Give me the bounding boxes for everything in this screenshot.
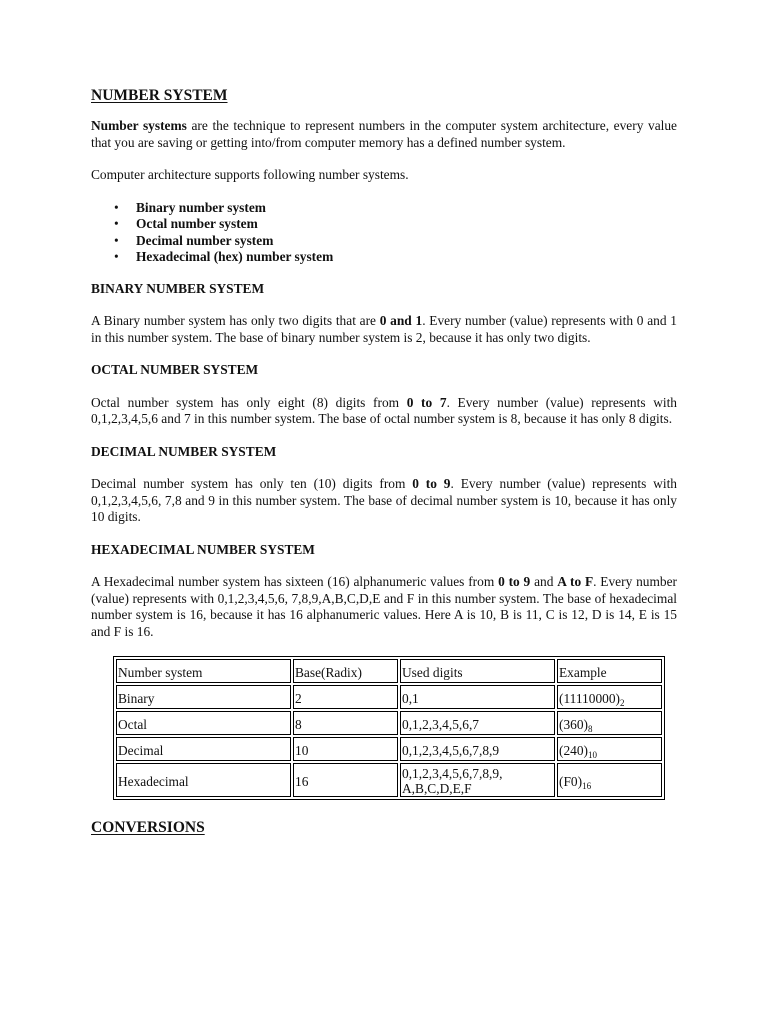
example-value: (F0) bbox=[559, 773, 583, 789]
cell-system: Decimal bbox=[116, 737, 291, 761]
example-base-subscript: 10 bbox=[588, 749, 598, 760]
cell-base: 10 bbox=[293, 737, 398, 761]
cell-example bbox=[557, 737, 662, 761]
binary-paragraph bbox=[91, 313, 677, 346]
octal-digits: 0 to 7 bbox=[406, 394, 447, 410]
octal-heading: OCTAL NUMBER SYSTEM bbox=[91, 362, 259, 377]
example-value: (240) bbox=[559, 742, 589, 758]
list-item bbox=[114, 232, 677, 250]
list-item-label: Decimal number system bbox=[136, 232, 274, 248]
bullet-icon: • bbox=[114, 232, 119, 248]
table-row bbox=[116, 685, 662, 709]
column-header-base: Base(Radix) bbox=[293, 659, 398, 683]
intro-paragraph bbox=[91, 118, 677, 151]
binary-text-end: . Every number (value) represents with 0 and 1 in this number system. The base of binary number system is 2, because it has only two digits. bbox=[91, 313, 677, 345]
column-header-example: Example bbox=[557, 659, 662, 683]
table-row bbox=[116, 737, 662, 761]
decimal-paragraph bbox=[91, 476, 677, 526]
hex-text-end: . Every number (value) represents with 0,1,2,3,4,5,6, 7,8,9,A,B,C,D,E and F in this number system. The base of hexadecimal number system is 16, because it has 16 alphanumeric values. Here A is 10, B is 11, C is 12, D is 14, E is 15 and F is 16. bbox=[91, 574, 678, 639]
binary-text-start: A Binary number system has only two digits that are bbox=[91, 313, 380, 328]
document-page bbox=[91, 86, 677, 838]
list-item-label: Octal number system bbox=[136, 216, 258, 231]
cell-system: Binary bbox=[116, 685, 291, 709]
list-item bbox=[114, 249, 677, 266]
hex-digits-numeric: 0 to 9 bbox=[498, 574, 531, 589]
octal-text-end: . Every number (value) represents with 0,1,2,3,4,5,6 and 7 in this number system. The base of octal number system is 8, because it has only 8 digits. bbox=[91, 394, 677, 426]
cell-digits: 0,1 bbox=[400, 685, 555, 709]
intro-term: Number systems bbox=[91, 118, 187, 133]
decimal-digits: 0 to 9 bbox=[412, 476, 451, 491]
table-row bbox=[116, 763, 662, 797]
example-base-subscript: 2 bbox=[620, 697, 625, 708]
hexadecimal-heading: HEXADECIMAL NUMBER SYSTEM bbox=[91, 541, 315, 557]
decimal-text-end: . Every number (value) represents with 0,1,2,3,4,5,6, 7,8 and 9 in this number system. The base of decimal number system is 10, because it has only 10 digits. bbox=[91, 476, 677, 524]
octal-paragraph bbox=[91, 395, 677, 428]
column-header-system: Number system bbox=[116, 659, 291, 683]
cell-digits: 0,1,2,3,4,5,6,7,8,9, A,B,C,D,E,F bbox=[400, 763, 555, 797]
number-systems-list bbox=[91, 200, 677, 266]
bullet-icon: • bbox=[114, 199, 119, 215]
hex-text-mid: and bbox=[530, 574, 558, 589]
number-system-table bbox=[113, 656, 665, 800]
hex-text-start: A Hexadecimal number system has sixteen (16) alphanumeric values from bbox=[91, 574, 499, 589]
cell-base: 2 bbox=[293, 685, 398, 709]
example-value: (11110000) bbox=[559, 690, 620, 706]
cell-example bbox=[557, 685, 662, 709]
example-base-subscript: 8 bbox=[588, 723, 593, 734]
cell-digits: 0,1,2,3,4,5,6,7 bbox=[400, 711, 555, 735]
example-value: (360) bbox=[559, 716, 589, 732]
page-title: NUMBER SYSTEM bbox=[91, 87, 228, 104]
hex-digits-alpha: A to F bbox=[557, 574, 594, 589]
cell-base: 16 bbox=[293, 763, 398, 797]
decimal-text-start: Decimal number system has only ten (10) digits from bbox=[91, 476, 413, 491]
cell-example bbox=[557, 711, 662, 735]
list-item-label: Binary number system bbox=[136, 199, 266, 215]
supports-paragraph: Computer architecture supports following number systems. bbox=[91, 167, 409, 182]
cell-example bbox=[557, 763, 662, 797]
table-row bbox=[116, 711, 662, 735]
table-header-row bbox=[116, 659, 662, 683]
column-header-digits: Used digits bbox=[400, 659, 555, 683]
intro-text: are the technique to represent numbers in the computer system architecture, every value that you are saving or getting into/from computer memory has a defined number system. bbox=[91, 118, 678, 150]
bullet-icon: • bbox=[114, 249, 119, 264]
binary-heading: BINARY NUMBER SYSTEM bbox=[91, 280, 265, 296]
cell-system: Hexadecimal bbox=[116, 763, 291, 797]
list-item-label: Hexadecimal (hex) number system bbox=[136, 249, 334, 264]
binary-digits: 0 and 1 bbox=[379, 313, 423, 328]
conversions-title: CONVERSIONS bbox=[91, 819, 205, 836]
cell-digits: 0,1,2,3,4,5,6,7,8,9 bbox=[400, 737, 555, 761]
number-system-table-wrapper bbox=[113, 656, 677, 800]
hexadecimal-paragraph bbox=[91, 574, 677, 640]
octal-text-start: Octal number system has only eight (8) digits from bbox=[91, 394, 407, 410]
list-item bbox=[114, 216, 677, 233]
cell-base: 8 bbox=[293, 711, 398, 735]
example-base-subscript: 16 bbox=[582, 780, 592, 791]
cell-system: Octal bbox=[116, 711, 291, 735]
decimal-heading: DECIMAL NUMBER SYSTEM bbox=[91, 443, 277, 459]
bullet-icon: • bbox=[114, 216, 119, 231]
list-item bbox=[114, 199, 677, 217]
